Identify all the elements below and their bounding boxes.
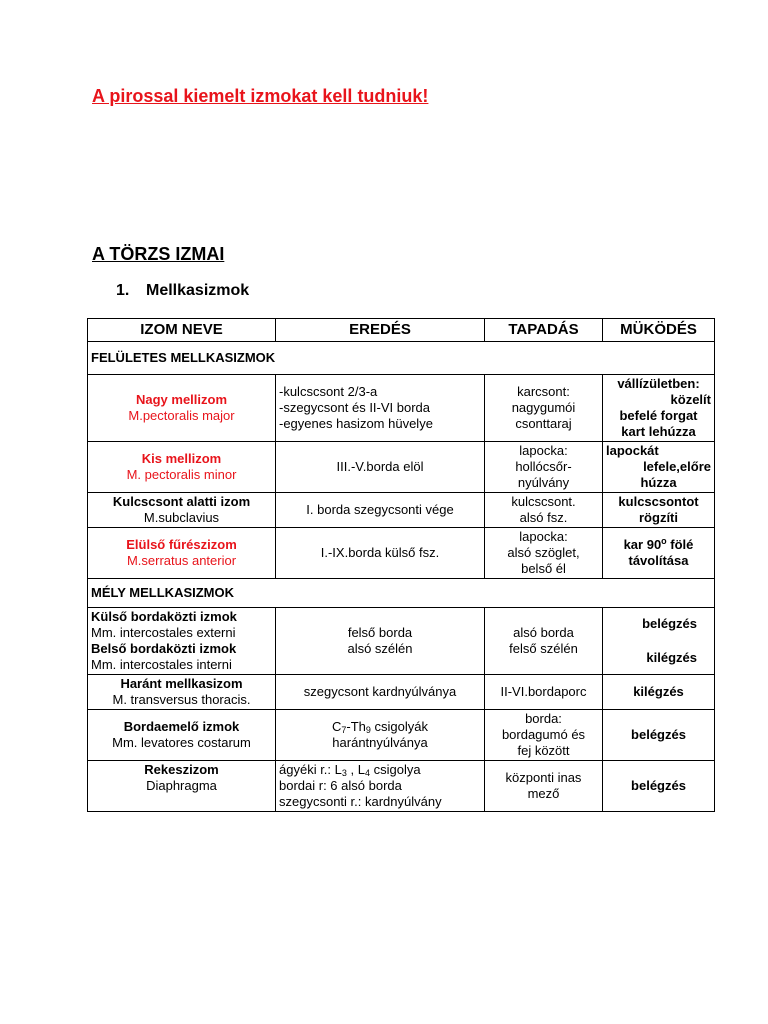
origin-cell	[276, 675, 485, 710]
origin-line: $C_7-Th_9$ csigolyák	[332, 719, 428, 735]
action-line: belégzés	[631, 778, 686, 793]
insertion-line: alsó szöglet,	[507, 545, 580, 560]
insertion-cell	[485, 528, 603, 579]
header-muscle-name: IZOM NEVE	[88, 319, 276, 342]
action-line: lapockát	[606, 443, 659, 458]
insertion-line: belső él	[521, 561, 566, 576]
action-line: belégzés	[631, 727, 686, 742]
insertion-cell	[485, 375, 603, 442]
muscle-name: Bordaemelő izmok	[123, 719, 240, 734]
insertion-line: borda:	[525, 711, 562, 726]
action-line: kart lehúzza	[621, 424, 696, 439]
notice-text: A pirossal kiemelt izmokat kell tudniuk!	[92, 86, 429, 106]
insertion-cell	[485, 761, 603, 812]
action-cell	[603, 442, 715, 493]
muscle-name: Kulcscsont alatti izom	[112, 494, 251, 509]
muscle-name: Elülső fűrészizom	[126, 537, 237, 552]
action-line: húzza	[640, 475, 677, 490]
action-cell	[603, 528, 715, 579]
muscle-latin-name: Diaphragma	[146, 778, 217, 793]
muscle-name-cell	[88, 442, 276, 493]
section-heading: A TÖRZS IZMAI	[92, 244, 225, 264]
section-row-deep	[88, 579, 715, 608]
action-line: lefele,előre	[643, 459, 711, 474]
insertion-line: hollócsőr-	[515, 459, 572, 474]
insertion-line: fej között	[517, 743, 570, 758]
action-cell	[603, 375, 715, 442]
subheading-number: 1.	[116, 282, 130, 299]
muscle-name: Külső bordaközti izmok	[91, 609, 237, 624]
muscle-name-cell	[88, 528, 276, 579]
muscle-name: Rekeszizom	[144, 762, 219, 777]
action-line: befelé forgat	[619, 408, 698, 423]
muscle-latin-name: M.subclavius	[143, 510, 220, 525]
muscle-latin-name: Mm. levatores costarum	[112, 735, 251, 750]
origin-line: szegycsont kardnyúlványa	[303, 684, 457, 699]
table-row	[88, 675, 715, 710]
insertion-cell	[485, 608, 603, 675]
muscle-name-cell	[88, 761, 276, 812]
insertion-line: csonttaraj	[515, 416, 572, 431]
muscle-table	[87, 318, 715, 812]
header-origin: EREDÉS	[276, 319, 485, 342]
action-line: közelít	[670, 392, 711, 407]
table-row	[88, 442, 715, 493]
table-row	[88, 608, 715, 675]
muscle-latin-name: M.serratus anterior	[126, 553, 237, 568]
action-cell	[603, 608, 715, 675]
table-row	[88, 493, 715, 528]
action-cell	[603, 710, 715, 761]
origin-line: ágyéki r.: $L_3$ , $L_4$ csigolya	[279, 762, 421, 778]
insertion-cell	[485, 493, 603, 528]
action-cell	[603, 493, 715, 528]
insertion-cell	[485, 675, 603, 710]
insertion-cell	[485, 442, 603, 493]
action-line: belégzés	[642, 616, 697, 631]
muscle-name: Kis mellizom	[141, 451, 222, 466]
muscle-latin-name: M. pectoralis minor	[126, 467, 237, 482]
muscle-name: Nagy mellizom	[135, 392, 228, 407]
origin-line: harántnyúlványa	[332, 735, 428, 750]
muscle-latin-name: M. transversus thoracis.	[112, 692, 251, 707]
action-line: kilégzés	[646, 650, 697, 665]
action-line: rögzíti	[639, 510, 678, 525]
insertion-line: mező	[527, 786, 560, 801]
muscle-name-cell	[88, 675, 276, 710]
table-row	[88, 528, 715, 579]
origin-cell	[276, 493, 485, 528]
origin-cell	[276, 528, 485, 579]
table-row	[88, 375, 715, 442]
insertion-line: felső szélén	[509, 641, 578, 656]
insertion-line: lapocka:	[519, 443, 568, 458]
origin-cell	[276, 375, 485, 442]
origin-line: bordai r: 6 alsó borda	[279, 778, 402, 793]
subheading-label: Mellkasizmok	[146, 282, 250, 299]
origin-cell	[276, 761, 485, 812]
insertion-line: központi inas	[505, 770, 582, 785]
action-line: kilégzés	[633, 684, 684, 699]
origin-cell	[276, 442, 485, 493]
muscle-name-cell	[88, 375, 276, 442]
table-row	[88, 710, 715, 761]
insertion-line: nyúlvány	[517, 475, 570, 490]
action-line: vállízületben:	[617, 376, 700, 391]
origin-line: alsó szélén	[347, 641, 413, 656]
insertion-line: alsó borda	[513, 625, 574, 640]
insertion-line: karcsont:	[517, 384, 570, 399]
origin-line: I.-IX.borda külső fsz.	[320, 545, 440, 560]
action-line: távolítása	[628, 553, 689, 568]
section-label-deep: MÉLY MELLKASIZMOK	[88, 579, 715, 608]
origin-line: -egyenes hasizom hüvelye	[279, 416, 433, 431]
muscle-name-cell	[88, 608, 276, 675]
muscle-latin-name: Mm. intercostales interni	[91, 657, 232, 672]
section-row-superficial	[88, 342, 715, 375]
origin-cell	[276, 608, 485, 675]
muscle-name-cell	[88, 493, 276, 528]
action-line: kulcscsontot	[618, 494, 699, 509]
muscle-name: Haránt mellkasizom	[120, 676, 243, 691]
insertion-line: II-VI.bordaporc	[500, 684, 587, 699]
origin-line: -kulcscsont 2/3-a	[279, 384, 378, 399]
muscle-latin-name: M.pectoralis major	[128, 408, 235, 423]
origin-line: III.-V.borda elöl	[336, 459, 424, 474]
header-action: MÜKÖDÉS	[603, 319, 715, 342]
insertion-line: nagygumói	[511, 400, 576, 415]
insertion-line: bordagumó és	[501, 727, 586, 742]
action-cell	[603, 675, 715, 710]
table-row	[88, 761, 715, 812]
insertion-cell	[485, 710, 603, 761]
insertion-line: lapocka:	[519, 529, 568, 544]
insertion-line: kulcscsont.	[511, 494, 576, 509]
muscle-name: Belső bordaközti izmok	[91, 641, 237, 656]
origin-line: felső borda	[347, 625, 413, 640]
origin-line: I. borda szegycsonti vége	[306, 502, 454, 517]
origin-cell	[276, 710, 485, 761]
section-label-superficial: FELÜLETES MELLKASIZMOK	[88, 342, 715, 375]
muscle-latin-name: Mm. intercostales externi	[91, 625, 236, 640]
muscle-name-cell	[88, 710, 276, 761]
origin-line: szegycsonti r.: kardnyúlvány	[279, 794, 442, 809]
action-line: kar 90$^o$ fölé	[623, 536, 694, 552]
subheading	[116, 282, 249, 300]
insertion-line: alsó fsz.	[519, 510, 568, 525]
table-header-row	[88, 319, 715, 342]
header-insertion: TAPADÁS	[485, 319, 603, 342]
action-cell	[603, 761, 715, 812]
origin-line: -szegycsont és II-VI borda	[279, 400, 431, 415]
